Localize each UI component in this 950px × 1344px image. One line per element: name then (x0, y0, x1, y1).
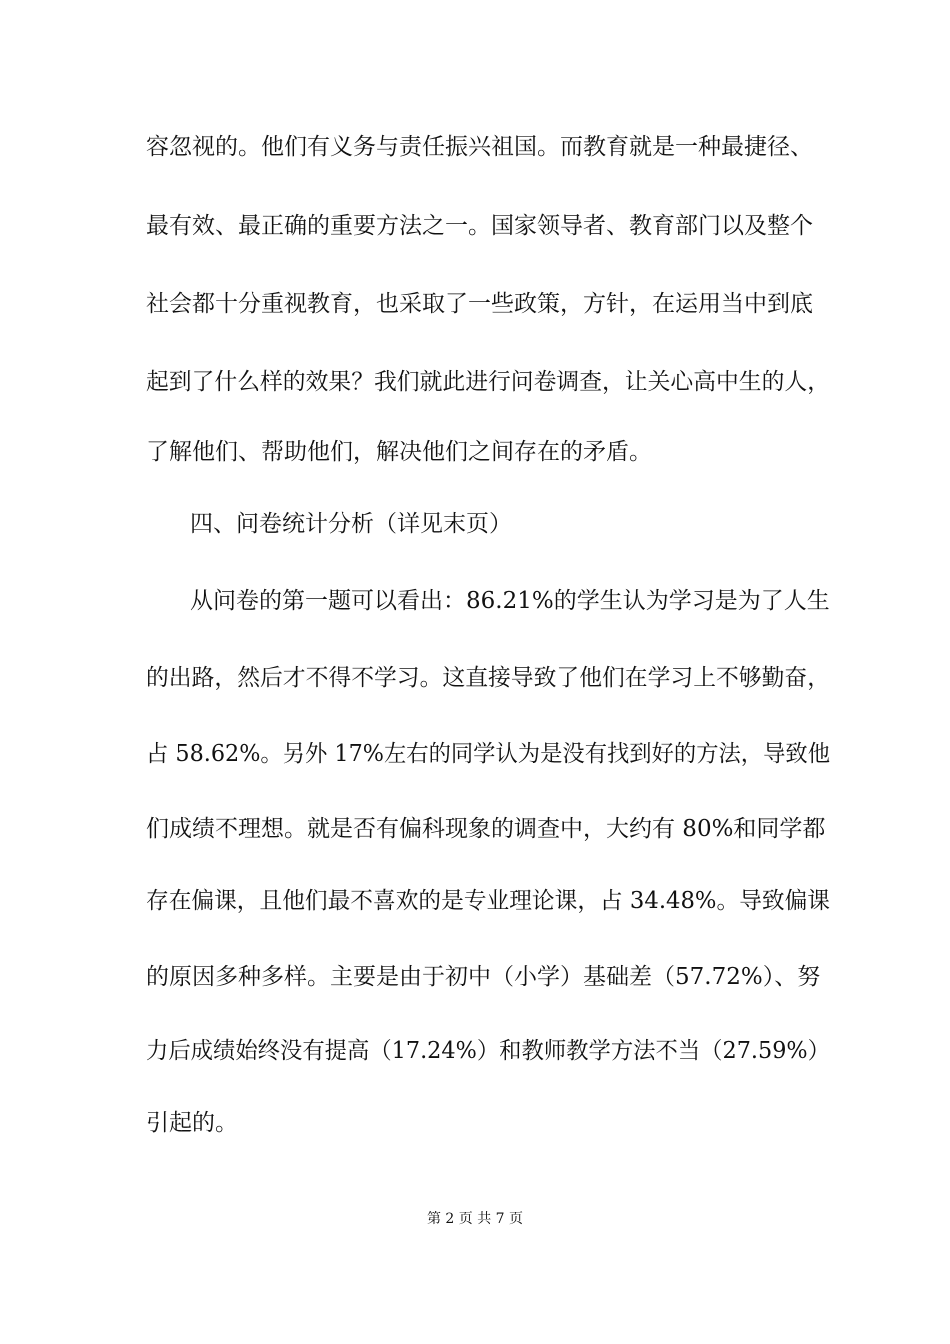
paragraph-line: 力后成绩始终没有提高（17.24%）和教师教学方法不当（27.59%） (146, 1038, 830, 1064)
paragraph-line: 存在偏课，且他们最不喜欢的是专业理论课，占 34.48%。导致偏课 (146, 888, 831, 914)
page-footer (0, 1210, 950, 1228)
paragraph-line: 的原因多种多样。主要是由于初中（小学）基础差（57.72%）、努 (146, 964, 821, 990)
section-heading: 四、问卷统计分析（详见末页） (190, 511, 512, 537)
page-number: 第 2 页 共 7 页 (426, 1211, 524, 1227)
paragraph-line: 容忽视的。他们有义务与责任振兴祖国。而教育就是一种最捷径、 (146, 134, 813, 160)
paragraph-line: 占 58.62%。另外 17%左右的同学认为是没有找到好的方法，导致他 (146, 741, 831, 767)
paragraph-line: 最有效、最正确的重要方法之一。国家领导者、教育部门以及整个 (146, 213, 813, 239)
paragraph-line: 的出路，然后才不得不学习。这直接导致了他们在学习上不够勤奋， (146, 665, 830, 691)
paragraph-line: 起到了什么样的效果？我们就此进行问卷调查，让关心高中生的人， (146, 369, 830, 395)
paragraph-line: 们成绩不理想。就是否有偏科现象的调查中，大约有 80%和同学都 (146, 816, 826, 842)
paragraph-line: 了解他们、帮助他们，解决他们之间存在的矛盾。 (146, 439, 652, 465)
paragraph-line: 从问卷的第一题可以看出：86.21%的学生认为学习是为了人生 (190, 588, 830, 614)
paragraph-line: 引起的。 (146, 1110, 238, 1136)
paragraph-line: 社会都十分重视教育，也采取了一些政策，方针，在运用当中到底 (146, 291, 813, 317)
